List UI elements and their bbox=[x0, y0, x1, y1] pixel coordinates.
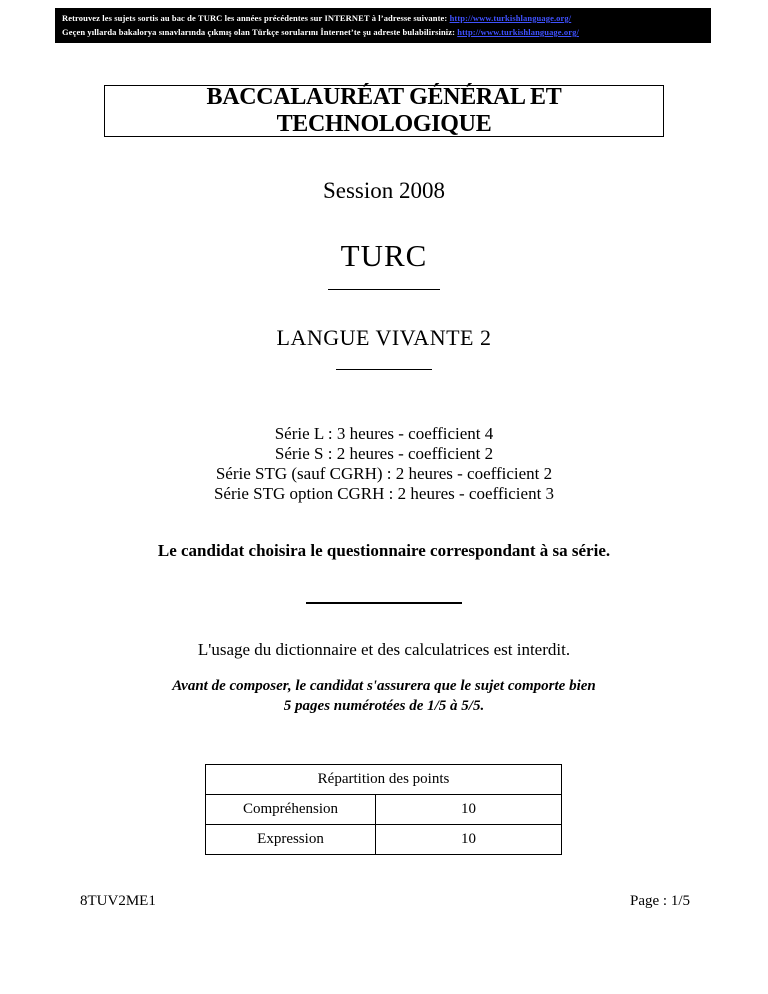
exam-title-box bbox=[104, 85, 664, 137]
banner-turkish-link[interactable]: http://www.turkishlanguage.org/ bbox=[457, 27, 579, 38]
session-title: Session 2008 bbox=[322, 178, 446, 203]
exam-title: BACCALAURÉAT GÉNÉRAL ET TECHNOLOGIQUE bbox=[206, 84, 562, 137]
page-number: Page : 1/5 bbox=[630, 893, 690, 909]
points-row-expression-value: 10 bbox=[376, 825, 562, 855]
dictionary-note: L'usage du dictionnaire et des calculatrices est interdit. bbox=[197, 640, 571, 659]
points-row-expression-label: Expression bbox=[206, 825, 376, 855]
compose-note bbox=[0, 676, 768, 716]
internet-banner bbox=[55, 8, 711, 43]
compose-note-line1: Avant de composer, le candidat s'assurera que le sujet comporte bien bbox=[172, 678, 596, 694]
table-row bbox=[206, 825, 562, 855]
series-line-s: Série S : 2 heures - coefficient 2 bbox=[274, 444, 494, 463]
banner-line-french bbox=[62, 11, 704, 25]
series-line-stg-cgrh: Série STG option CGRH : 2 heures - coefficient 3 bbox=[213, 484, 555, 503]
series-line-stg: Série STG (sauf CGRH) : 2 heures - coefficient 2 bbox=[215, 464, 553, 483]
candidate-instruction: Le candidat choisira le questionnaire correspondant à sa série. bbox=[157, 541, 611, 560]
banner-line-turkish bbox=[62, 25, 704, 39]
banner-french-text: Retrouvez les sujets sortis au bac de TURC les années précédentes sur INTERNET à l’adresse suivante: bbox=[62, 13, 450, 23]
language-level-title: LANGUE VIVANTE 2 bbox=[276, 325, 492, 350]
points-row-comprehension-label: Compréhension bbox=[206, 795, 376, 825]
compose-note-line2: 5 pages numérotées de 1/5 à 5/5. bbox=[283, 698, 485, 714]
subject-underline bbox=[328, 289, 440, 290]
separator-rule bbox=[306, 602, 462, 604]
banner-french-link[interactable]: http://www.turkishlanguage.org/ bbox=[449, 13, 572, 23]
table-row bbox=[206, 795, 562, 825]
banner-turkish-text: Geçen yıllarda bakalorya sınavlarında çıkmış olan Türkçe sorularını İnternet’te şu adreste bulabilirsiniz: bbox=[62, 27, 458, 38]
points-table-header: Répartition des points bbox=[206, 765, 562, 795]
document-reference: 8TUV2ME1 bbox=[80, 893, 156, 909]
series-line-l: Série L : 3 heures - coefficient 4 bbox=[274, 424, 494, 443]
subject-title: TURC bbox=[340, 238, 428, 273]
points-row-comprehension-value: 10 bbox=[376, 795, 562, 825]
language-level-underline bbox=[336, 369, 432, 370]
points-table bbox=[205, 764, 562, 855]
series-coefficients bbox=[0, 424, 768, 504]
points-table-header-row bbox=[206, 765, 562, 795]
